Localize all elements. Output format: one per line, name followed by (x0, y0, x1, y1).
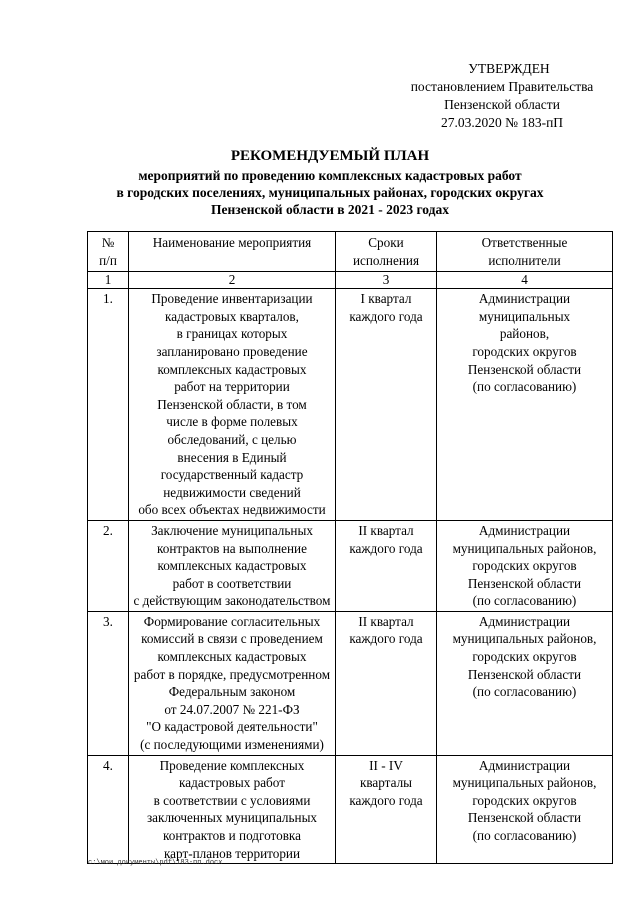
activity-name-line: кадастровых кварталов, (165, 308, 299, 324)
approval-region: Пензенской области (444, 97, 560, 112)
activity-name-line: от 24.07.2007 № 221-ФЗ (164, 701, 300, 717)
header-term (336, 232, 437, 272)
responsible-line: муниципальных районов, (452, 775, 597, 791)
activity-name-line: комиссий в связи с проведением (141, 631, 323, 647)
responsible-line: Пензенской области (467, 361, 582, 377)
document-title (80, 148, 580, 218)
activity-name-line: внесения в Единый (177, 449, 287, 465)
activity-name-line: Пензенской области, в том (157, 396, 307, 412)
responsible-line: городских округов (472, 792, 577, 808)
activity-name-line: кадастровых работ (179, 775, 285, 791)
execution-term-line: II квартал (358, 613, 414, 629)
execution-term-line: I квартал (360, 291, 412, 307)
activity-name-line: Формирование согласительных (143, 613, 321, 629)
responsible-line: Администрации (478, 613, 571, 629)
table-row (88, 520, 613, 611)
execution-term (336, 611, 437, 755)
title-line-2: в городских поселениях, муниципальных районах, городских округах (116, 185, 544, 200)
execution-term (336, 289, 437, 521)
header-resp-line: исполнители (488, 252, 561, 268)
header-resp (437, 232, 613, 272)
activity-name (129, 611, 336, 755)
column-number: 3 (336, 272, 437, 289)
activity-name (129, 755, 336, 864)
header-resp-line: Ответственные (481, 235, 568, 250)
activity-name-line: государственный кадастр (160, 467, 304, 483)
execution-term-line: каждого года (349, 631, 423, 647)
responsible-line: (по согласованию) (472, 684, 577, 700)
responsible-parties (437, 520, 613, 611)
activity-name-line: комплексных кадастровых (157, 361, 307, 377)
activity-name-line: запланировано проведение (156, 343, 308, 359)
responsible-line: муниципальных (478, 308, 571, 324)
table-row (88, 611, 613, 755)
activity-name-line: числе в форме полевых (166, 414, 298, 430)
column-number: 4 (437, 272, 613, 289)
column-number-row (88, 272, 613, 289)
responsible-line: Администрации (478, 291, 571, 307)
activity-name-line: обследований, с целью (167, 431, 297, 447)
responsible-parties (437, 611, 613, 755)
row-number: 3. (88, 611, 129, 755)
activity-name-line: обо всех объектах недвижимости (138, 502, 326, 518)
header-num-line: п/п (99, 252, 117, 268)
execution-term-line: II квартал (358, 522, 414, 538)
activity-name-line: в соответствии с условиями (153, 792, 311, 808)
responsible-line: (по согласованию) (472, 379, 577, 395)
activity-name-line: комплексных кадастровых (157, 649, 307, 665)
execution-term-line: каждого года (349, 792, 423, 808)
activity-name (129, 520, 336, 611)
approval-heading: УТВЕРЖДЕН (468, 61, 550, 76)
title-line-1: мероприятий по проведению комплексных кадастровых работ (138, 168, 522, 183)
activity-name-line: в границах которых (176, 326, 288, 342)
responsible-line: городских округов (472, 649, 577, 665)
approval-stamp (392, 60, 612, 132)
activity-name-line: Заключение муниципальных (151, 522, 313, 538)
responsible-line: (по согласованию) (472, 593, 577, 609)
row-number: 2. (88, 520, 129, 611)
activity-name-line: работ на территории (174, 379, 290, 395)
activity-name-line: с действующим законодательством (133, 593, 331, 609)
table-row (88, 289, 613, 521)
activity-name-line: недвижимости сведений (163, 484, 301, 500)
approval-date-number: 27.03.2020 № 183-пП (440, 115, 564, 130)
responsible-line: городских округов (472, 343, 577, 359)
activity-name-line: контрактов и подготовка (162, 828, 301, 843)
responsible-line: районов, (499, 326, 550, 342)
responsible-parties (437, 755, 613, 864)
execution-term (336, 755, 437, 864)
column-number: 1 (88, 272, 129, 289)
column-number: 2 (129, 272, 336, 289)
activity-name-line: Проведение комплексных (159, 757, 305, 773)
activity-name-line: работ в соответствии (172, 575, 292, 591)
header-term-line: исполнения (352, 252, 420, 268)
responsible-line: муниципальных районов, (452, 631, 597, 647)
title-line-3: Пензенской области в 2021 - 2023 годах (211, 202, 449, 217)
activity-name-line: Проведение инвентаризации (151, 291, 313, 307)
header-name-line: Наименование мероприятия (152, 235, 312, 250)
table-header-row (88, 232, 613, 272)
responsible-parties (437, 289, 613, 521)
title-main: РЕКОМЕНДУЕМЫЙ ПЛАН (230, 148, 430, 164)
execution-term-line: кварталы (359, 775, 413, 791)
activity-name-line: контрактов на выполнение (157, 540, 307, 556)
activity-name-line: карт-планов территории (163, 845, 301, 861)
responsible-line: Пензенской области (467, 810, 582, 826)
row-number: 1. (88, 289, 129, 521)
row-number: 4. (88, 755, 129, 864)
execution-term-line: каждого года (349, 540, 423, 556)
header-num (88, 232, 129, 272)
activity-name-line: "О кадастровой деятельности" (146, 719, 318, 735)
execution-term (336, 520, 437, 611)
file-path-footer: c:\мои документы\pdf\183-пп.docx (88, 859, 223, 867)
execution-term-line: II - IV (369, 757, 403, 773)
activity-name-line: работ в порядке, предусмотренном (133, 666, 331, 682)
responsible-line: городских округов (472, 558, 577, 574)
header-name (129, 232, 336, 272)
activity-name-line: (с последующими изменениями) (140, 737, 324, 753)
approval-decree: постановлением Правительства (410, 79, 594, 94)
activity-name-line: Федеральным законом (168, 684, 296, 700)
responsible-line: Пензенской области (467, 666, 582, 682)
responsible-line: Администрации (478, 757, 571, 773)
header-num-line: № (101, 235, 115, 250)
responsible-line: (по согласованию) (472, 828, 577, 843)
table-row (88, 755, 613, 864)
responsible-line: Пензенской области (467, 575, 582, 591)
responsible-line: муниципальных районов, (452, 540, 597, 556)
header-term-line: Сроки (368, 235, 404, 250)
activity-name-line: заключенных муниципальных (146, 810, 318, 826)
execution-term-line: каждого года (349, 308, 423, 324)
activity-name (129, 289, 336, 521)
plan-table (87, 231, 613, 864)
responsible-line: Администрации (478, 522, 571, 538)
activity-name-line: комплексных кадастровых (157, 558, 307, 574)
